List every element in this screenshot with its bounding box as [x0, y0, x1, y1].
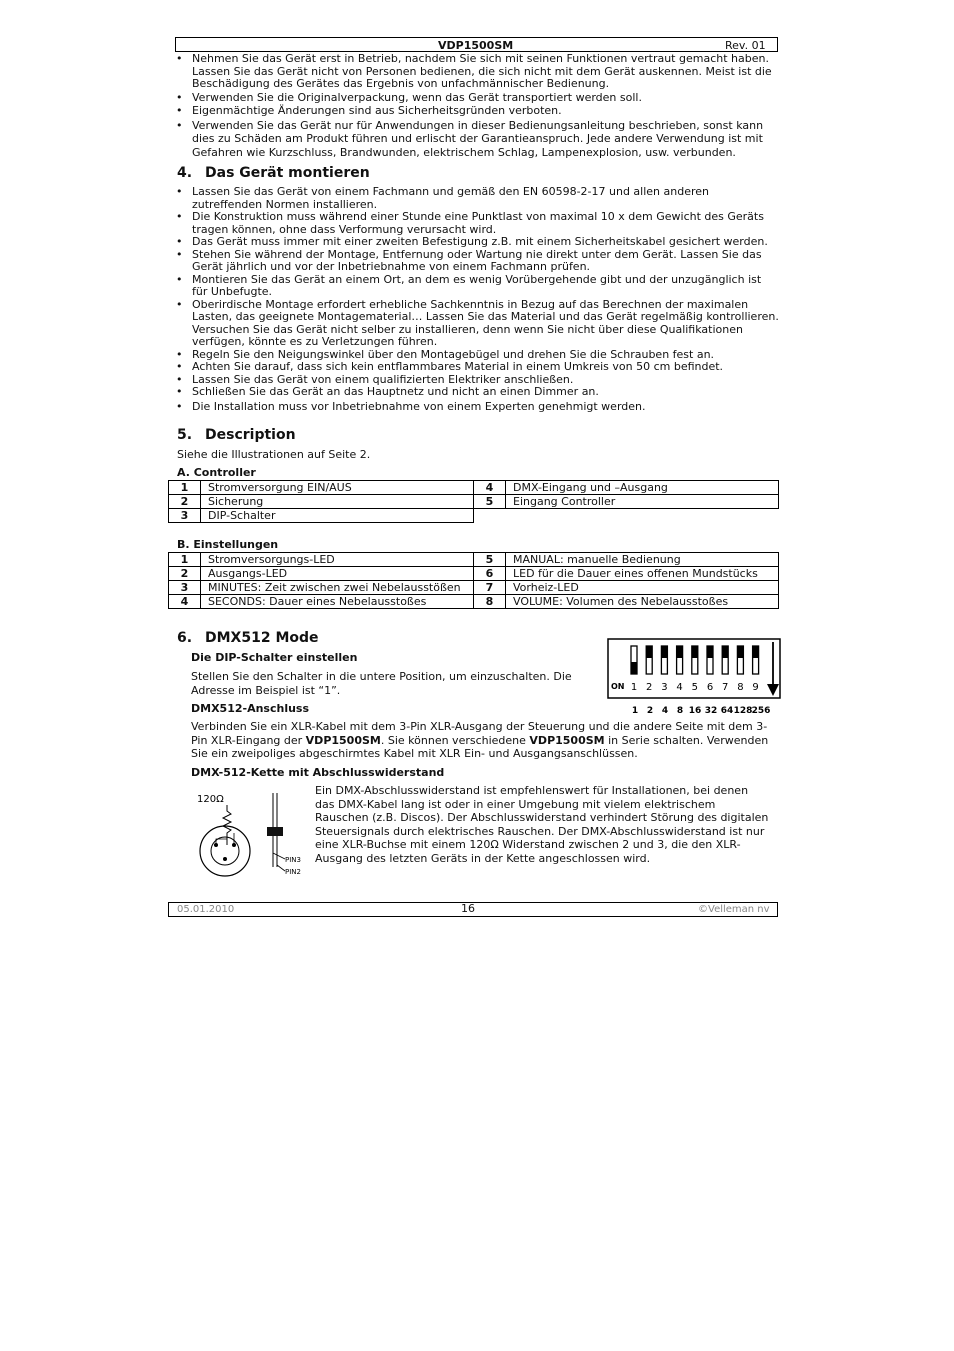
section-number: 4.: [177, 165, 193, 181]
table-a-title: A. Controller: [177, 466, 256, 479]
dip-switch-number: 4: [676, 682, 683, 693]
dip-switch-knob: [722, 646, 728, 658]
table-row: [169, 495, 779, 509]
list-item: • Nehmen Sie das Gerät erst in Betrieb, nachdem Sie sich mit seinen Funktionen vertraut gemacht haben. Lassen Sie das Gerät nicht von Personen bedienen, die sich nicht mit dem Gerät auskennen. Meist ist die Beschädigung des Gerätes das Ergebnis von unfachmännischer Bedienung.: [176, 53, 780, 91]
list-item: • Stehen Sie während der Montage, Entfernung oder Wartung nie direkt unter dem Gerät. Lassen Sie das Gerät jährlich und vor der Inbetriebnahme von einem Fachmann prüfen.: [176, 249, 780, 274]
table-row: [169, 595, 779, 609]
list-item: • Oberirdische Montage erfordert erhebliche Sachkenntnis in Bezug auf das Berechnen der maximalen Lasten, das geeignete Montagematerial… Lassen Sie das Material und das Gerät regelmäßig kontrollieren. Versuchen Sie das Gerät nicht selber zu installieren, denn wenn Sie nicht über diese Qualifikationen verfügen, könnte es zu Verletzungen führen.: [176, 299, 780, 349]
section-title: DMX512 Mode: [205, 630, 319, 646]
dip-address-value: 1: [631, 706, 639, 716]
table-cell: SECONDS: Dauer eines Nebelausstoßes: [201, 595, 474, 609]
dip-address-value: 64: [720, 706, 734, 716]
table-row: [169, 553, 779, 567]
dip-switch-knob: [631, 662, 637, 674]
section-5-intro: Siehe die Illustrationen auf Seite 2.: [177, 448, 371, 461]
empty-cell: [474, 509, 506, 523]
dip-switch-number: 3: [661, 682, 668, 693]
dip-heading: Die DIP-Schalter einstellen: [191, 651, 358, 664]
table-cell: 6: [474, 567, 506, 581]
table-cell: MINUTES: Zeit zwischen zwei Nebelausstößen: [201, 581, 474, 595]
table-cell: 4: [474, 481, 506, 495]
section-6-heading: [177, 630, 319, 646]
list-item: • Achten Sie darauf, dass sich kein entflammbares Material in einem Umkreis von 50 cm befindet.: [176, 361, 780, 374]
anschluss-text-part: in Serie schalten. Verwenden Sie ein zweipoliges abgeschirmtes Kabel mit XLR Ein- und Ausgangsanschlüssen.: [191, 733, 769, 760]
section-4-bullet-list: [176, 186, 780, 413]
table-cell: Ausgangs-LED: [201, 567, 474, 581]
dip-switch-group: [631, 646, 759, 674]
section-title: Das Gerät montieren: [205, 165, 370, 181]
table-cell: 7: [474, 581, 506, 595]
footer-date: 05.01.2010: [177, 904, 235, 915]
list-item: • Die Konstruktion muss während einer Stunde eine Punktlast von maximal 10 x dem Gewicht des Geräts tragen können, ohne dass Verformung verursacht wird.: [176, 211, 780, 236]
table-cell: 1: [169, 481, 201, 495]
dip-address-value: 256: [751, 706, 771, 716]
dip-switch-number: 7: [722, 682, 729, 693]
table-b-title: B. Einstellungen: [177, 538, 279, 551]
anschluss-heading: DMX512-Anschluss: [191, 702, 310, 715]
product-name: VDP1500SM: [305, 733, 381, 747]
list-item: • Die Installation muss vor Inbetriebnahme von einem Experten genehmigt werden.: [176, 401, 780, 414]
list-item: • Lassen Sie das Gerät von einem Fachmann und gemäß den EN 60598-2-17 und allen anderen zutreffenden Normen installieren.: [176, 186, 780, 211]
section-4-heading: [177, 165, 370, 181]
table-cell: 3: [169, 581, 201, 595]
resistor-label: 120Ω: [197, 794, 224, 805]
anschluss-text: [191, 720, 781, 761]
dip-switch-knob: [646, 646, 652, 658]
section-number: 6.: [177, 630, 193, 646]
dip-switch-knob: [661, 646, 667, 658]
empty-cell: [506, 509, 779, 523]
document-title: VDP1500SM: [438, 39, 514, 52]
dip-address-value: 16: [688, 706, 702, 716]
dip-address-value: 2: [646, 706, 654, 716]
table-cell: DMX-Eingang und –Ausgang: [506, 481, 779, 495]
dip-switch-knob: [753, 646, 759, 658]
list-item: • Montieren Sie das Gerät an einem Ort, an dem es wenig Vorübergehende gibt und der unzugänglich ist für Unbefugte.: [176, 274, 780, 299]
table-cell: VOLUME: Volumen des Nebelausstoßes: [506, 595, 779, 609]
table-cell: Eingang Controller: [506, 495, 779, 509]
table-cell: 2: [169, 495, 201, 509]
pin2-label: PIN2: [285, 868, 301, 876]
section-title: Description: [205, 427, 296, 443]
footer-copyright: ©Velleman nv: [698, 904, 770, 915]
table-cell: 1: [169, 553, 201, 567]
dip-switch-number: 5: [691, 682, 698, 693]
dip-switch-knob: [677, 646, 683, 658]
dip-switch-knob: [707, 646, 713, 658]
list-item: • Regeln Sie den Neigungswinkel über den Montagebügel und drehen Sie die Schrauben fest an.: [176, 349, 780, 362]
list-item: • Das Gerät muss immer mit einer zweiten Befestigung z.B. mit einem Sicherheitskabel gesichert werden.: [176, 236, 780, 249]
table-cell: 5: [474, 495, 506, 509]
dip-address-value: 32: [704, 706, 718, 716]
dip-switch-number: 2: [646, 682, 653, 693]
dip-switch-number: 6: [706, 682, 714, 693]
settings-table: [168, 552, 779, 609]
table-cell: 4: [169, 595, 201, 609]
table-cell: Stromversorgungs-LED: [201, 553, 474, 567]
list-item: • Verwenden Sie das Gerät nur für Anwendungen in dieser Bedienungsanleitung beschrieben, sonst kann dies zu Schäden am Produkt führen und erlischt der Garantieanspruch. Jede andere Verwendung ist mit Gefahren wie Kurzschluss, Brandwunden, elektrischem Schlag, Lampenexplosion, usw. verbunden.: [176, 119, 780, 160]
dip-address-value: 128: [733, 706, 753, 716]
dip-text: Stellen Sie den Schalter in die untere Position, um einzuschalten. Die Adresse im Beispiel ist “1”.: [191, 670, 572, 697]
kette-text: Ein DMX-Abschlusswiderstand ist empfehlenswert für Installationen, bei denen das DMX-Kabel lang ist oder in einer Umgebung mit vielem elektrischem Rauschen (z.B. Discos). Der Abschlusswiderstand verhindert Störung des digitalen Steuersignals durch elektrisches Rauschen. Der DMX-Abschlusswiderstand ist nur eine XLR-Buchse mit einem 120Ω Widerstand zwischen 2 und 3, die den XLR-Ausgang des letzten Geräts in der Kette angeschlossen wird.: [315, 784, 769, 865]
pin-leader: [273, 853, 285, 871]
table-cell: LED für die Dauer eines offenen Mundstücks: [506, 567, 779, 581]
xlr-connector-icon: [200, 826, 250, 876]
anschluss-text-part: Verbinden Sie ein XLR-Kabel mit dem 3-Pin XLR-Ausgang der Steuerung und die andere Seite mit dem 3-Pin XLR-Eingang der: [191, 720, 768, 747]
controller-table: [168, 480, 779, 523]
table-row: [169, 481, 779, 495]
list-item: • Lassen Sie das Gerät von einem qualifizierten Elektriker anschließen.: [176, 374, 780, 387]
dip-switch-figure: [607, 638, 782, 716]
dip-switch-knob: [692, 646, 698, 658]
table-cell: Stromversorgung EIN/AUS: [201, 481, 474, 495]
table-row: [169, 509, 779, 523]
section-5-heading: [177, 427, 296, 443]
anschluss-text-part: . Sie können verschiedene: [380, 733, 530, 747]
dip-address-value: 4: [661, 706, 669, 716]
table-cell: Sicherung: [201, 495, 474, 509]
table-cell: DIP-Schalter: [201, 509, 474, 523]
pin-icon: [223, 857, 227, 861]
list-item: • Eigenmächtige Änderungen sind aus Sicherheitsgründen verboten.: [176, 105, 780, 118]
kette-heading: DMX-512-Kette mit Abschlusswiderstand: [191, 766, 445, 779]
table-cell: 2: [169, 567, 201, 581]
xlr-terminator-figure: [193, 787, 308, 879]
dip-switch-number: 9: [752, 682, 759, 693]
dip-address-value: 8: [676, 706, 684, 716]
table-row: [169, 567, 779, 581]
dip-switch-number: 8: [737, 682, 744, 693]
dip-value-group: [632, 706, 771, 716]
section-number: 5.: [177, 427, 193, 443]
dip-switch-knob: [737, 646, 743, 658]
list-item: • Verwenden Sie die Originalverpackung, wenn das Gerät transportiert werden soll.: [176, 92, 780, 105]
pin3-label: PIN3: [285, 856, 301, 864]
dip-number-group: [631, 682, 759, 693]
list-item: • Schließen Sie das Gerät an das Hauptnetz und nicht an einen Dimmer an.: [176, 386, 780, 399]
cable-sleeve-icon: [267, 827, 283, 836]
intro-bullet-list: [176, 53, 780, 159]
product-name: VDP1500SM: [529, 733, 605, 747]
table-cell: 5: [474, 553, 506, 567]
table-cell: MANUAL: manuelle Bedienung: [506, 553, 779, 567]
table-cell: 3: [169, 509, 201, 523]
table-cell: Vorheiz-LED: [506, 581, 779, 595]
revision-label: Rev. 01: [725, 39, 766, 52]
page-number: 16: [461, 902, 475, 915]
dip-switch-number: 1: [630, 682, 638, 693]
table-row: [169, 581, 779, 595]
dip-on-label: ON: [611, 682, 625, 691]
table-cell: 8: [474, 595, 506, 609]
